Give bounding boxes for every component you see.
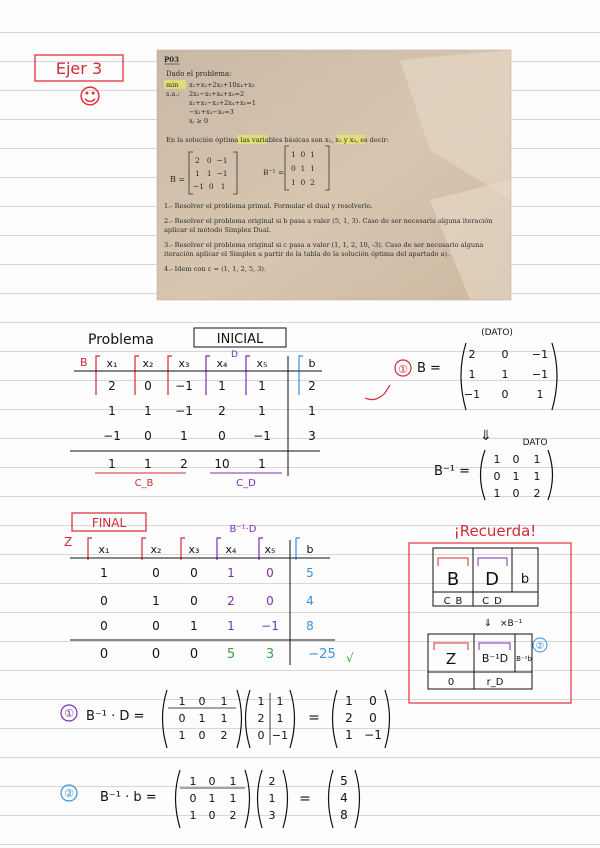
step-label: ×B⁻¹ xyxy=(500,619,523,629)
matrix-cell: 2 xyxy=(533,487,541,500)
matrix-cell: 1 xyxy=(198,712,206,725)
table-cell: −1 xyxy=(103,429,121,443)
bracket xyxy=(259,538,263,560)
calc-binv-d xyxy=(61,690,390,748)
constraint-2: x₁+x₂−x₃+2x₄+x₅=1 xyxy=(189,99,256,107)
table-cell: 8 xyxy=(306,619,314,633)
down-arrow-icon: ⇓ xyxy=(480,428,492,444)
basis-text: En la solución óptima las variables básicas son x₁, x₂ y x₃, es decir: xyxy=(166,136,389,144)
matrix-cell: −1 xyxy=(364,728,382,742)
matrix-cell: 2 xyxy=(268,775,276,788)
photo-binv-row: 1 0 1 xyxy=(291,150,315,159)
matrix-cell: 5 xyxy=(340,774,348,788)
final-rows xyxy=(100,566,314,633)
table-cell: 1 xyxy=(218,379,226,393)
cb-label: C_B xyxy=(134,478,154,489)
dato-label: (DATO) xyxy=(481,328,513,338)
table-cell: 0 xyxy=(190,594,198,608)
photo-b-row: −1 0 1 xyxy=(193,182,226,191)
objective-function: x₁+x₂+2x₃+10x₄+x₅ xyxy=(189,81,255,89)
column-header: x₅ xyxy=(264,543,276,556)
matrix-cell: 1 xyxy=(533,453,541,466)
bracket xyxy=(434,643,468,650)
calc2-result-cells xyxy=(340,774,348,822)
ref-mark: ② xyxy=(535,641,545,652)
cell-binvd: B⁻¹D xyxy=(481,652,509,665)
initial-headers xyxy=(107,357,316,370)
cell-d: D xyxy=(485,569,499,590)
d-mark: D xyxy=(231,350,238,360)
matrix-cell: 1 xyxy=(229,775,237,788)
bracket xyxy=(438,558,468,566)
matrix-cell: 1 xyxy=(178,729,186,742)
side-b-cells xyxy=(464,348,548,401)
cost-cell: 2 xyxy=(180,457,188,471)
table-cell: 0 xyxy=(144,379,152,393)
column-header: x₁ xyxy=(98,543,110,556)
problem-item: 1.- Resolver el problema primal. Formular el dual y resolverlo. xyxy=(164,202,373,210)
matrix-cell: −1 xyxy=(531,348,549,361)
ref-mark: ② xyxy=(64,787,74,800)
paren-right xyxy=(290,690,295,748)
cell-zero: 0 xyxy=(447,677,455,688)
table-cell: 1 xyxy=(227,619,235,633)
bracket xyxy=(206,356,210,395)
paren-right xyxy=(355,770,360,828)
cd-label: C_D xyxy=(236,478,256,489)
bracket xyxy=(479,643,510,650)
matrix-cell: 0 xyxy=(257,729,265,742)
dato2-label: DATO xyxy=(522,438,548,448)
matrix-cell: 0 xyxy=(208,775,216,788)
side-binv-cells xyxy=(494,453,541,500)
bracket xyxy=(478,558,507,566)
last-row-cell: 3 xyxy=(265,647,275,662)
matrix-cell: 0 xyxy=(198,695,206,708)
photo-b-row: 2 0 −1 xyxy=(195,156,228,165)
table-cell: 1 xyxy=(258,404,266,418)
matrix-cell: 1 xyxy=(533,470,541,483)
calc1-label: B⁻¹ · D = xyxy=(86,709,145,724)
final-headers xyxy=(99,543,314,556)
matrix-cell: 1 xyxy=(493,487,501,500)
matrix-cell: 0 xyxy=(208,809,216,822)
matrix-cell: 2 xyxy=(220,729,228,742)
cost-cell: 1 xyxy=(144,457,152,471)
bracket xyxy=(181,538,185,560)
table-cell: 2 xyxy=(308,379,316,393)
table-cell: 0 xyxy=(190,566,198,580)
paren-left xyxy=(333,690,338,748)
matrix-cell: −1 xyxy=(271,729,289,742)
ref-mark: ① xyxy=(64,707,74,720)
matrix-cell: 1 xyxy=(189,809,197,822)
matrix-cell: 0 xyxy=(189,792,197,805)
final-title: FINAL xyxy=(91,516,127,530)
matrix-cell: 0 xyxy=(512,453,520,466)
constraint-nonneg: xⱼ ≥ 0 xyxy=(189,117,209,125)
photo-binv-row: 1 0 2 xyxy=(291,178,315,187)
matrix-cell: 1 xyxy=(229,792,237,805)
check-icon: √ xyxy=(346,651,354,665)
matrix-cell: 0 xyxy=(512,487,520,500)
bracket xyxy=(296,538,300,560)
cell-binvb: B⁻¹b xyxy=(516,655,532,663)
paren-right xyxy=(245,770,250,828)
matrix-cell: 0 xyxy=(501,388,509,401)
paren-right xyxy=(237,690,242,748)
paren-left xyxy=(481,450,486,500)
bracket xyxy=(96,356,100,395)
matrix-cell: 1 xyxy=(536,388,544,401)
column-header: x₃ xyxy=(178,357,190,370)
matrix-cell: 1 xyxy=(345,728,353,742)
cell-b: B xyxy=(446,569,460,590)
table-cell: 2 xyxy=(218,404,226,418)
bracket xyxy=(299,356,303,395)
calc1-result-cells xyxy=(345,694,382,742)
paren-left xyxy=(258,770,263,828)
matrix-cell: 1 xyxy=(220,712,228,725)
constraint-3: −x₁+x₃−x₅=3 xyxy=(189,108,234,116)
table-cell: 0 xyxy=(266,594,274,608)
initial-tableau xyxy=(70,328,322,489)
matrix-cell: 1 xyxy=(220,695,228,708)
calc2-label: B⁻¹ · b = xyxy=(100,790,157,805)
bracket xyxy=(168,356,172,395)
side-binv-label: B⁻¹ = xyxy=(434,464,471,479)
cost-cell: 1 xyxy=(108,457,116,471)
photo-binv-label: B⁻¹ = xyxy=(263,168,285,177)
matrix-cell: 0 xyxy=(501,348,509,361)
matrix-cell: 8 xyxy=(340,808,348,822)
table-cell: 2 xyxy=(108,379,116,393)
matrix-cell: 2 xyxy=(257,712,265,725)
column-header: x₅ xyxy=(256,357,268,370)
calc-binv-b xyxy=(61,770,360,828)
last-row-cell: 5 xyxy=(226,647,236,662)
problem-item: 4.- Idem con c = (1, 1, 2, 5, 3). xyxy=(164,265,267,273)
problem-items xyxy=(164,202,504,300)
matrix-cell: 1 xyxy=(512,470,520,483)
column-header: x₁ xyxy=(106,357,118,370)
matrix-cell: 0 xyxy=(178,712,186,725)
column-header: x₂ xyxy=(142,357,154,370)
matrix-cell: 1 xyxy=(178,695,186,708)
bracket xyxy=(246,356,250,395)
matrix-cell: −1 xyxy=(463,388,481,401)
paren-right xyxy=(548,450,553,500)
problem-item: 3.- Resolver el problema original si c pasa a valer (1, 1, 2, 10, -3). Caso de ser necesario alguna iteración aplicar el Simplex a partir de la tabla de la solución óptima del apartado a). xyxy=(164,241,484,258)
paren-left xyxy=(246,690,251,748)
matrix-cell: 0 xyxy=(493,470,501,483)
cell-rd: r_D xyxy=(486,677,504,688)
min-label: min xyxy=(166,81,179,89)
column-header: x₂ xyxy=(150,543,162,556)
cell-cb: C_B xyxy=(443,596,463,607)
final-last-row xyxy=(100,647,336,662)
table-cell: −1 xyxy=(175,404,193,418)
arrow-icon xyxy=(365,385,390,400)
bracket xyxy=(142,538,146,560)
table-cell: 0 xyxy=(144,429,152,443)
table-cell: −1 xyxy=(253,429,271,443)
initial-boxed-title: INICIAL xyxy=(216,332,264,347)
photo-binv-row: 0 1 1 xyxy=(291,164,315,173)
table-cell: 0 xyxy=(152,619,160,633)
cost-cell: 10 xyxy=(214,457,230,471)
table-cell: 1 xyxy=(190,619,198,633)
matrix-cell: 1 xyxy=(345,694,353,708)
matrix-cell: 0 xyxy=(369,711,377,725)
matrix-cell: 1 xyxy=(276,712,284,725)
st-label: s.a.: xyxy=(166,90,180,98)
matrix-cell: 1 xyxy=(257,695,265,708)
last-row-cell: 0 xyxy=(151,647,161,662)
table-cell: 1 xyxy=(227,566,235,580)
paren-right xyxy=(283,770,288,828)
equals-sign: = xyxy=(299,791,311,807)
paren-left xyxy=(176,770,181,828)
final-tableau xyxy=(64,513,354,665)
initial-cost-row xyxy=(108,457,266,471)
matrix-cell: 0 xyxy=(369,694,377,708)
table-cell: 1 xyxy=(180,429,188,443)
problem-photo xyxy=(157,50,511,300)
cost-cell: 1 xyxy=(258,457,266,471)
paren-right xyxy=(552,343,557,410)
paren-left xyxy=(163,690,168,748)
matrix-cell: 2 xyxy=(345,711,353,725)
matrix-cell: 2 xyxy=(468,348,476,361)
matrix-cell: 1 xyxy=(493,453,501,466)
column-header: x₄ xyxy=(216,357,228,370)
table-cell: 0 xyxy=(100,619,108,633)
b-mark: B xyxy=(80,356,88,369)
column-header: b xyxy=(306,543,314,556)
matrix-cell: 1 xyxy=(468,368,476,381)
matrix-cell: 1 xyxy=(208,792,216,805)
table-cell: 0 xyxy=(266,566,274,580)
matrix-cell: 1 xyxy=(276,695,284,708)
matrix-cell: 3 xyxy=(268,809,276,822)
calc2-binv-cells xyxy=(190,775,237,822)
side-b-matrices xyxy=(365,328,557,500)
last-row-cell: 0 xyxy=(189,647,199,662)
bracket xyxy=(88,538,92,560)
matrix-cell: 1 xyxy=(189,775,197,788)
table-cell: 0 xyxy=(218,429,226,443)
constraint-1: 2x₂−x₃+x₄+x₅=2 xyxy=(189,90,245,98)
problem-item: 2.- Resolver el problema original si b pasa a valer (5, 1, 3). Caso de ser necesaria alguna iteración aplicar el método Simplex Dual. xyxy=(164,217,493,234)
table-cell: 3 xyxy=(308,429,316,443)
z-mark: Z xyxy=(64,535,73,549)
exercise-heading xyxy=(35,55,123,110)
side-b-label: B = xyxy=(417,361,441,376)
column-header: x₄ xyxy=(225,543,237,556)
paren-right xyxy=(385,690,390,748)
calc1-binv-cells xyxy=(179,695,228,742)
matrix-cell: 0 xyxy=(198,729,206,742)
matrix-cell: 1 xyxy=(501,368,509,381)
equals-sign: = xyxy=(308,710,320,726)
problem-intro: Dado el problema: xyxy=(166,70,232,78)
bracket xyxy=(217,538,221,560)
paren-left xyxy=(329,770,334,828)
problem-code: P03 xyxy=(164,55,180,64)
recuerda-title: ¡Recuerda! xyxy=(453,522,537,540)
last-row-cell: 0 xyxy=(99,647,109,662)
table-cell: 1 xyxy=(100,566,108,580)
table-cell: 1 xyxy=(152,594,160,608)
matrix-cell: −1 xyxy=(531,368,549,381)
table-cell: 1 xyxy=(308,404,316,418)
cell-rhs: b xyxy=(520,572,530,587)
matrix-cell: 2 xyxy=(229,809,237,822)
table-cell: 2 xyxy=(227,594,235,608)
column-header: b xyxy=(308,357,316,370)
table-cell: −1 xyxy=(175,379,193,393)
binvd-label: B⁻¹·D xyxy=(229,524,257,535)
cell-cd: C_D xyxy=(482,596,502,607)
table-cell: 4 xyxy=(306,594,314,608)
column-header: x₃ xyxy=(188,543,200,556)
recuerda-box xyxy=(409,522,571,703)
table-cell: 0 xyxy=(100,594,108,608)
ref-mark: ① xyxy=(398,363,408,376)
table-cell: 0 xyxy=(152,566,160,580)
cell-z: Z xyxy=(445,650,457,668)
matrix-cell: 4 xyxy=(340,791,348,805)
photo-b-label: B = xyxy=(170,175,186,184)
table-cell: 1 xyxy=(108,404,116,418)
photo-b-row: 1 1 −1 xyxy=(195,169,228,178)
matrix-cell: 1 xyxy=(268,792,276,805)
table-cell: 5 xyxy=(306,566,314,580)
table-cell: 1 xyxy=(144,404,152,418)
calc1-d-cells xyxy=(258,695,289,742)
heading-title: Ejer 3 xyxy=(55,59,103,78)
table-cell: −1 xyxy=(261,619,279,633)
down-arrow-icon: ⇓ xyxy=(483,618,493,629)
table-cell: 1 xyxy=(258,379,266,393)
last-row-cell: −25 xyxy=(308,647,336,662)
smiley-icon: ☺ xyxy=(78,85,102,110)
calc2-b-cells xyxy=(269,775,276,822)
bracket xyxy=(135,356,139,395)
initial-title: Problema xyxy=(88,332,154,348)
